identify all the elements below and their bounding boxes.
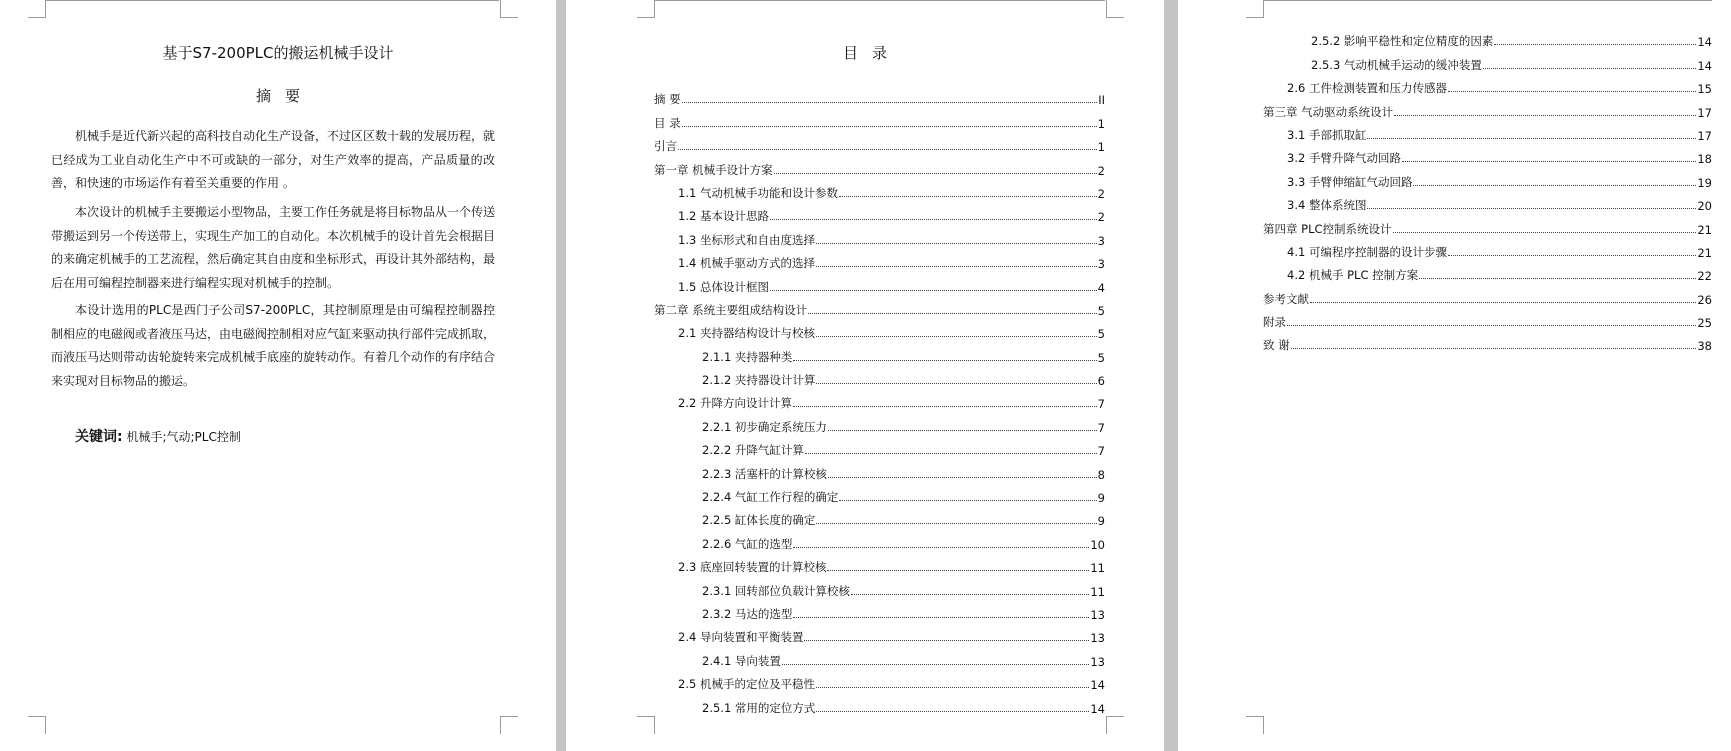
toc-leader-dots xyxy=(816,383,1096,384)
toc-leader-dots xyxy=(1291,348,1697,349)
toc-leader-dots xyxy=(1310,302,1696,303)
toc-entry[interactable] xyxy=(654,505,1105,528)
toc-entry-page: 14 xyxy=(1090,701,1105,716)
page-top-border xyxy=(654,0,1105,1)
document-title: 基于S7-200PLC的搬运机械手设计 xyxy=(162,44,394,62)
toc-entry-page: 25 xyxy=(1697,316,1712,331)
toc-entry[interactable] xyxy=(654,318,1105,341)
crop-mark xyxy=(28,0,46,18)
toc-entry[interactable] xyxy=(654,271,1105,294)
toc-entry-label: 2.3.2 马达的选型 xyxy=(702,606,793,621)
toc-entry[interactable] xyxy=(1263,283,1712,306)
toc-entry-page: 4 xyxy=(1097,280,1105,295)
toc-entry[interactable] xyxy=(654,201,1105,224)
toc-leader-dots xyxy=(1494,44,1696,45)
toc-entry-label: 3.4 整体系统图 xyxy=(1287,198,1367,213)
toc-entry-label: 2.2.2 升降气缸计算 xyxy=(702,443,804,458)
toc-entry-page: 5 xyxy=(1097,350,1105,365)
toc-leader-dots xyxy=(682,102,1098,103)
toc-leader-dots xyxy=(816,523,1096,524)
toc-entry[interactable] xyxy=(654,131,1105,154)
toc-leader-dots xyxy=(1483,68,1696,69)
toc-leader-dots xyxy=(1393,232,1697,233)
toc-entry-label: 第三章 气动驱动系统设计 xyxy=(1263,104,1394,119)
toc-leader-dots xyxy=(839,500,1096,501)
toc-entry-page: 3 xyxy=(1097,257,1105,272)
toc-entry[interactable] xyxy=(654,411,1105,434)
abstract-paragraph: 本次设计的机械手主要搬运小型物品，主要工作任务就是将目标物品从一个传送带搬运到另一个传送带上，实现生产加工的自动化。本次机械手的设计首先会根据目的来确定机械手的工艺流程，然后确定其自由度和坐标形式，再设计其外部结构，最后在用可编程控制器来进行编程实现对机械手的控制。 xyxy=(51,205,496,290)
toc-entry[interactable] xyxy=(654,669,1105,692)
toc-leader-dots xyxy=(839,196,1097,197)
toc-entry[interactable] xyxy=(1263,190,1712,213)
toc-entry-label: 2.2.4 气缸工作行程的确定 xyxy=(702,490,839,505)
toc-entry-label: 引言 xyxy=(654,139,677,154)
toc-leader-dots xyxy=(793,360,1096,361)
toc-entry-page: 17 xyxy=(1697,105,1712,120)
toc-entry-page: 2 xyxy=(1097,210,1105,225)
toc-entry-label: 第二章 系统主要组成结构设计 xyxy=(654,302,808,317)
toc-entry[interactable] xyxy=(654,482,1105,505)
toc-entry-label: 2.6 工件检测装置和压力传感器 xyxy=(1287,81,1447,96)
toc-entry-page: II xyxy=(1098,93,1105,108)
toc-entry-label: 摘 要 xyxy=(654,92,681,107)
toc-entry-page: 20 xyxy=(1697,199,1712,214)
toc-entry-label: 2.3 底座回转装置的计算校核 xyxy=(678,560,827,575)
toc-entry-label: 1.5 总体设计框图 xyxy=(678,279,769,294)
toc-leader-dots xyxy=(793,617,1089,618)
toc-leader-dots xyxy=(816,336,1097,337)
toc-leader-dots xyxy=(816,711,1089,712)
toc-entry-page: 6 xyxy=(1097,374,1105,389)
toc-entry-label: 2.2.1 初步确定系统压力 xyxy=(702,419,827,434)
toc-entry[interactable] xyxy=(654,224,1105,247)
toc-leader-dots xyxy=(816,243,1097,244)
toc-entry[interactable] xyxy=(1263,307,1712,330)
toc-entry[interactable] xyxy=(654,341,1105,364)
toc-entry[interactable] xyxy=(654,248,1105,271)
page-top-border xyxy=(45,0,499,1)
toc-entry[interactable] xyxy=(654,435,1105,458)
toc-entry[interactable] xyxy=(654,528,1105,551)
toc-leader-dots xyxy=(816,687,1089,688)
crop-mark xyxy=(500,716,518,734)
page-toc xyxy=(566,0,1164,751)
toc-entry-label: 2.5.1 常用的定位方式 xyxy=(702,700,816,715)
toc-entry-label: 第四章 PLC控制系统设计 xyxy=(1263,221,1392,236)
toc-leader-dots xyxy=(793,406,1097,407)
toc-entry-page: 13 xyxy=(1090,607,1105,622)
toc-entry-label: 2.2.5 缸体长度的确定 xyxy=(702,513,816,528)
toc-entry[interactable] xyxy=(654,552,1105,575)
toc-entry[interactable] xyxy=(654,599,1105,622)
toc-entry-label: 2.5.2 影响平稳性和定位精度的因素 xyxy=(1311,34,1494,49)
toc-leader-dots xyxy=(1367,138,1696,139)
toc-entry-label: 3.3 手臂伸缩缸气动回路 xyxy=(1287,174,1413,189)
toc-entry-label: 2.2.6 气缸的选型 xyxy=(702,536,793,551)
toc-entry[interactable] xyxy=(1263,166,1712,189)
toc-leader-dots xyxy=(828,477,1097,478)
toc-entry-label: 目 录 xyxy=(654,115,681,130)
toc-entry-page: 8 xyxy=(1097,467,1105,482)
toc-entry-label: 1.4 机械手驱动方式的选择 xyxy=(678,256,815,271)
toc-entry[interactable] xyxy=(654,645,1105,668)
toc-entry-label: 2.3.1 回转部位负载计算校核 xyxy=(702,583,850,598)
toc-entry-label: 3.2 手臂升降气动回路 xyxy=(1287,151,1401,166)
keywords-line xyxy=(75,426,241,446)
toc-entry-page: 11 xyxy=(1090,584,1105,599)
toc-entry-label: 2.4 导向装置和平衡装置 xyxy=(678,630,804,645)
toc-entry-page: 7 xyxy=(1097,444,1105,459)
toc-entry[interactable] xyxy=(654,365,1105,388)
toc-list xyxy=(654,84,1105,716)
toc-entry-label: 2.2.3 活塞杆的计算校核 xyxy=(702,466,827,481)
toc-entry-page: 15 xyxy=(1697,82,1712,97)
toc-entry-page: 1 xyxy=(1097,140,1105,155)
toc-entry-page: 13 xyxy=(1090,654,1105,669)
toc-heading: 目录 xyxy=(842,44,901,62)
toc-entry-page: 5 xyxy=(1097,303,1105,318)
toc-leader-dots xyxy=(1448,91,1696,92)
toc-entry-label: 2.4.1 导向装置 xyxy=(702,653,781,668)
toc-leader-dots xyxy=(851,594,1089,595)
toc-entry-label: 2.1 夹持器结构设计与校核 xyxy=(678,326,815,341)
toc-entry-page: 21 xyxy=(1697,222,1712,237)
page-top-border xyxy=(1263,0,1712,1)
toc-list xyxy=(1263,26,1712,353)
toc-entry[interactable] xyxy=(654,295,1105,318)
toc-leader-dots xyxy=(827,570,1089,571)
toc-leader-dots xyxy=(1448,255,1696,256)
toc-entry[interactable] xyxy=(654,154,1105,177)
toc-leader-dots xyxy=(804,640,1089,641)
toc-entry-page: 2 xyxy=(1097,186,1105,201)
toc-entry-page: 14 xyxy=(1090,678,1105,693)
toc-entry-label: 第一章 机械手设计方案 xyxy=(654,162,773,177)
toc-entry-label: 致 谢 xyxy=(1263,338,1290,353)
toc-entry-page: 14 xyxy=(1697,35,1712,50)
toc-entry[interactable] xyxy=(654,84,1105,107)
toc-leader-dots xyxy=(678,149,1097,150)
toc-entry-page: 7 xyxy=(1097,397,1105,412)
toc-leader-dots xyxy=(682,126,1097,127)
crop-mark xyxy=(500,0,518,18)
toc-entry-label: 1.1 气动机械手功能和设计参数 xyxy=(678,185,838,200)
toc-entry[interactable] xyxy=(1263,73,1712,96)
toc-entry-page: 10 xyxy=(1090,537,1105,552)
toc-entry-label: 参考文献 xyxy=(1263,291,1309,306)
toc-entry-label: 附录 xyxy=(1263,315,1286,330)
toc-entry-page: 9 xyxy=(1097,514,1105,529)
toc-entry[interactable] xyxy=(1263,143,1712,166)
toc-entry[interactable] xyxy=(1263,120,1712,143)
crop-mark xyxy=(1246,0,1264,18)
toc-entry-label: 2.5.3 气动机械手运动的缓冲装置 xyxy=(1311,57,1482,72)
toc-entry-label: 3.1 手部抓取缸 xyxy=(1287,127,1367,142)
toc-entry-label: 4.2 机械手 PLC 控制方案 xyxy=(1287,268,1419,283)
toc-leader-dots xyxy=(1287,325,1696,326)
toc-leader-dots xyxy=(1402,161,1696,162)
toc-entry[interactable] xyxy=(1263,330,1712,353)
crop-mark xyxy=(637,716,655,734)
toc-entry-page: 19 xyxy=(1697,175,1712,190)
toc-entry-page: 17 xyxy=(1697,128,1712,143)
toc-leader-dots xyxy=(808,313,1097,314)
page-toc-continued xyxy=(1178,0,1731,751)
toc-entry[interactable] xyxy=(654,575,1105,598)
crop-mark xyxy=(1106,716,1124,734)
toc-entry[interactable] xyxy=(1263,213,1712,236)
toc-entry[interactable] xyxy=(1263,26,1712,49)
toc-entry-label: 2.2 升降方向设计计算 xyxy=(678,396,792,411)
toc-entry-label: 1.3 坐标形式和自由度选择 xyxy=(678,232,815,247)
toc-entry-label: 2.5 机械手的定位及平稳性 xyxy=(678,677,815,692)
toc-entry[interactable] xyxy=(1263,96,1712,119)
toc-leader-dots xyxy=(816,266,1097,267)
toc-entry[interactable] xyxy=(654,458,1105,481)
toc-entry-page: 26 xyxy=(1697,292,1712,307)
toc-leader-dots xyxy=(782,664,1089,665)
toc-entry[interactable] xyxy=(1263,237,1712,260)
toc-leader-dots xyxy=(1394,115,1696,116)
toc-entry[interactable] xyxy=(654,692,1105,715)
toc-leader-dots xyxy=(770,219,1097,220)
toc-entry-page: 2 xyxy=(1097,163,1105,178)
toc-leader-dots xyxy=(793,547,1089,548)
toc-leader-dots xyxy=(1367,208,1696,209)
toc-entry-page: 21 xyxy=(1697,245,1712,260)
toc-entry-page: 18 xyxy=(1697,152,1712,167)
toc-entry-page: 1 xyxy=(1097,116,1105,131)
abstract-paragraph: 本设计选用的PLC是西门子公司S7-200PLC，其控制原理是由可编程控制器控制相应的电磁阀或者液压马达，由电磁阀控制相对应气缸来驱动执行部件完成抓取，而液压马达则带动齿轮旋转来完成机械手底座的旋转动作。有着几个动作的有序结合来实现对目标物品的搬运。 xyxy=(51,303,496,388)
toc-entry-label: 4.1 可编程序控制器的设计步骤 xyxy=(1287,244,1447,259)
toc-leader-dots xyxy=(828,430,1097,431)
toc-entry[interactable] xyxy=(1263,260,1712,283)
toc-entry-page: 9 xyxy=(1097,491,1105,506)
abstract-heading: 摘要 xyxy=(255,87,314,105)
keywords-value: 机械手;气动;PLC控制 xyxy=(126,430,241,444)
keywords-label: 关键词: xyxy=(75,429,123,445)
toc-entry-page: 11 xyxy=(1090,561,1105,576)
toc-entry-page: 3 xyxy=(1097,233,1105,248)
page-abstract xyxy=(0,0,556,751)
abstract-paragraph: 机械手是近代新兴起的高科技自动化生产设备，不过区区数十载的发展历程，就已经成为工业自动化生产中不可或缺的一部分，对生产效率的提高，产品质量的改善，和快速的市场运作有着至关重要的作用 。 xyxy=(51,129,496,190)
toc-leader-dots xyxy=(805,453,1097,454)
toc-entry-page: 22 xyxy=(1697,269,1712,284)
crop-mark xyxy=(1246,716,1264,734)
toc-entry-page: 38 xyxy=(1697,339,1712,354)
toc-entry-label: 1.2 基本设计思路 xyxy=(678,209,769,224)
toc-entry[interactable] xyxy=(654,622,1105,645)
toc-entry-label: 2.1.2 夹持器设计计算 xyxy=(702,373,816,388)
crop-mark xyxy=(28,716,46,734)
toc-entry[interactable] xyxy=(654,107,1105,130)
toc-entry-label: 2.1.1 夹持器种类 xyxy=(702,349,793,364)
toc-leader-dots xyxy=(1413,185,1696,186)
toc-entry-page: 14 xyxy=(1697,58,1712,73)
toc-entry-page: 7 xyxy=(1097,420,1105,435)
toc-entry-page: 5 xyxy=(1097,327,1105,342)
toc-entry[interactable] xyxy=(654,178,1105,201)
toc-entry[interactable] xyxy=(1263,49,1712,72)
toc-leader-dots xyxy=(770,290,1097,291)
crop-mark xyxy=(1106,0,1124,18)
toc-leader-dots xyxy=(774,173,1097,174)
toc-entry-page: 13 xyxy=(1090,631,1105,646)
crop-mark xyxy=(637,0,655,18)
toc-leader-dots xyxy=(1419,278,1696,279)
toc-entry[interactable] xyxy=(654,388,1105,411)
